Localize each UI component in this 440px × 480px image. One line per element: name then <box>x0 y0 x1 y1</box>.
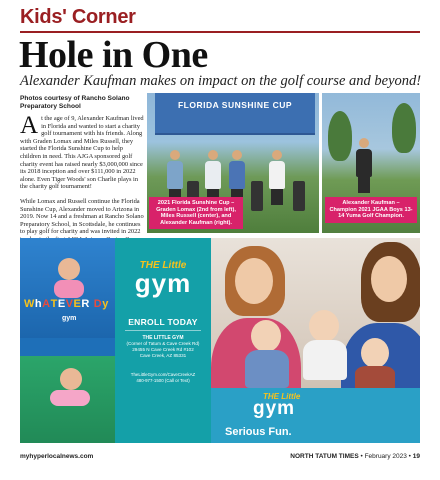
footer-bullet: • <box>408 453 413 460</box>
business-name: THE LITTLE GYM <box>142 335 184 341</box>
little-gym-advertisement[interactable] <box>20 238 420 443</box>
baby-body <box>355 366 395 390</box>
whatever-letter: D <box>93 298 103 310</box>
footer-website[interactable]: myhyperlocalnews.com <box>20 453 94 460</box>
ad-kids-panel <box>20 238 115 443</box>
whatever-day-text <box>24 298 109 310</box>
footer-bullet: • <box>360 453 365 460</box>
address-line-3: Cave Creek, AZ 85331 <box>139 353 187 358</box>
footer-publication-info <box>290 453 420 460</box>
enroll-divider <box>125 330 201 331</box>
golf-bag <box>293 181 305 211</box>
whatever-letter: A <box>42 298 51 310</box>
baby-face <box>361 338 389 368</box>
little-gym-logo-top: THE Little <box>139 260 187 271</box>
photo-caption-2: Alexander Kaufman – Champion 2021 JGAA Boys 13-14 Yuma Golf Champion. <box>325 197 417 223</box>
ad-family-photo <box>211 238 420 443</box>
article-paragraph-2: While Lomax and Russell continue the Florida Sunshine Cup, Alexander moved to Arizona in 2019. Now 14 and a freshman at Rancho Solano Preparatory School, in Scottsdale, he continues to play golf for charity and was invited in 2022 <box>20 197 144 236</box>
tent-banner <box>155 93 315 135</box>
golfer-figure <box>269 150 285 205</box>
mini-gym-logo: gym <box>62 315 77 322</box>
little-gym-logo-wordmark: gym <box>134 268 192 298</box>
address-line-1: (Corner of Tatum & Cave Creek Rd) <box>126 341 200 346</box>
footer-date: February 2023 <box>364 453 407 460</box>
drop-cap: A <box>20 112 39 139</box>
whatever-letter: E <box>57 298 66 310</box>
ad-address <box>115 335 211 359</box>
paragraph-1-text: t the age of 9, Alexander Kaufman lived in Florida and wanted to start a charity golf tournament with his friends. Along with Graden Lomax and Miles Russell, they started the Florida Sunshine Cup to help children in need. This AJGA sponsored golf charity event has raised nearly $3,000,000 since its 2018 inception and over $111,000 in 2022 alone. Even Tiger Woods' son Charlie plays in the charity golf tournament! <box>20 115 144 191</box>
section-title: Kids' Corner <box>20 6 136 28</box>
baby-body <box>245 350 289 388</box>
child-shirt <box>50 390 90 406</box>
tree <box>392 103 416 153</box>
whatever-letter: R <box>81 298 90 310</box>
footer-page-number: 19 <box>412 453 420 460</box>
baby-face <box>251 320 281 352</box>
whatever-letter: y <box>102 298 109 310</box>
subheadline: Alexander Kaufman makes on impact on the golf course and beyond! <box>20 73 422 89</box>
baby-face <box>309 310 339 342</box>
ad-phone: 480-977-1500 (Call or Text) <box>136 378 190 383</box>
tent-banner-text: FLORIDA SUNSHINE CUP <box>177 100 293 110</box>
golfer-figure <box>356 138 372 193</box>
little-gym-logo-2-top: THE Little <box>263 392 301 401</box>
little-gym-logo-2-wordmark: gym <box>253 398 296 419</box>
child-face <box>58 258 80 280</box>
ad-contact <box>115 372 211 384</box>
ad-tagline: Serious Fun. <box>225 426 292 438</box>
baby-body <box>303 340 347 380</box>
golf-bag <box>251 181 263 211</box>
photo-caption-1: 2021 Florida Sunshine Cup – Graden Lomax (2nd from left), Miles Russell (center), and Alexander Kaufman (right). <box>149 197 243 229</box>
mother-face <box>371 256 407 302</box>
headline: Hole in One <box>19 34 208 76</box>
footer-publication: NORTH TATUM TIMES <box>290 453 359 460</box>
ad-info-panel <box>115 238 211 443</box>
mother-face <box>235 258 273 304</box>
tree <box>328 111 352 161</box>
whatever-letter: V <box>65 298 74 310</box>
child-shirt <box>54 280 84 298</box>
whatever-letter: W <box>24 298 35 310</box>
enroll-today-text[interactable]: ENROLL TODAY <box>128 317 198 327</box>
article-paragraph-1 <box>20 112 145 191</box>
photo-credit: Photos courtesy of Rancho Solano Preparatory School <box>20 95 130 110</box>
whatever-letter: E <box>73 298 82 310</box>
address-line-2: 29455 N Cave Creek Rd #102 <box>132 347 194 352</box>
ad-website-link[interactable]: TheLittleGym.com/CaveCreekAZ <box>130 372 196 377</box>
whatever-letter: h <box>34 298 43 310</box>
child-face <box>60 368 82 390</box>
whatever-letter: T <box>50 298 58 310</box>
